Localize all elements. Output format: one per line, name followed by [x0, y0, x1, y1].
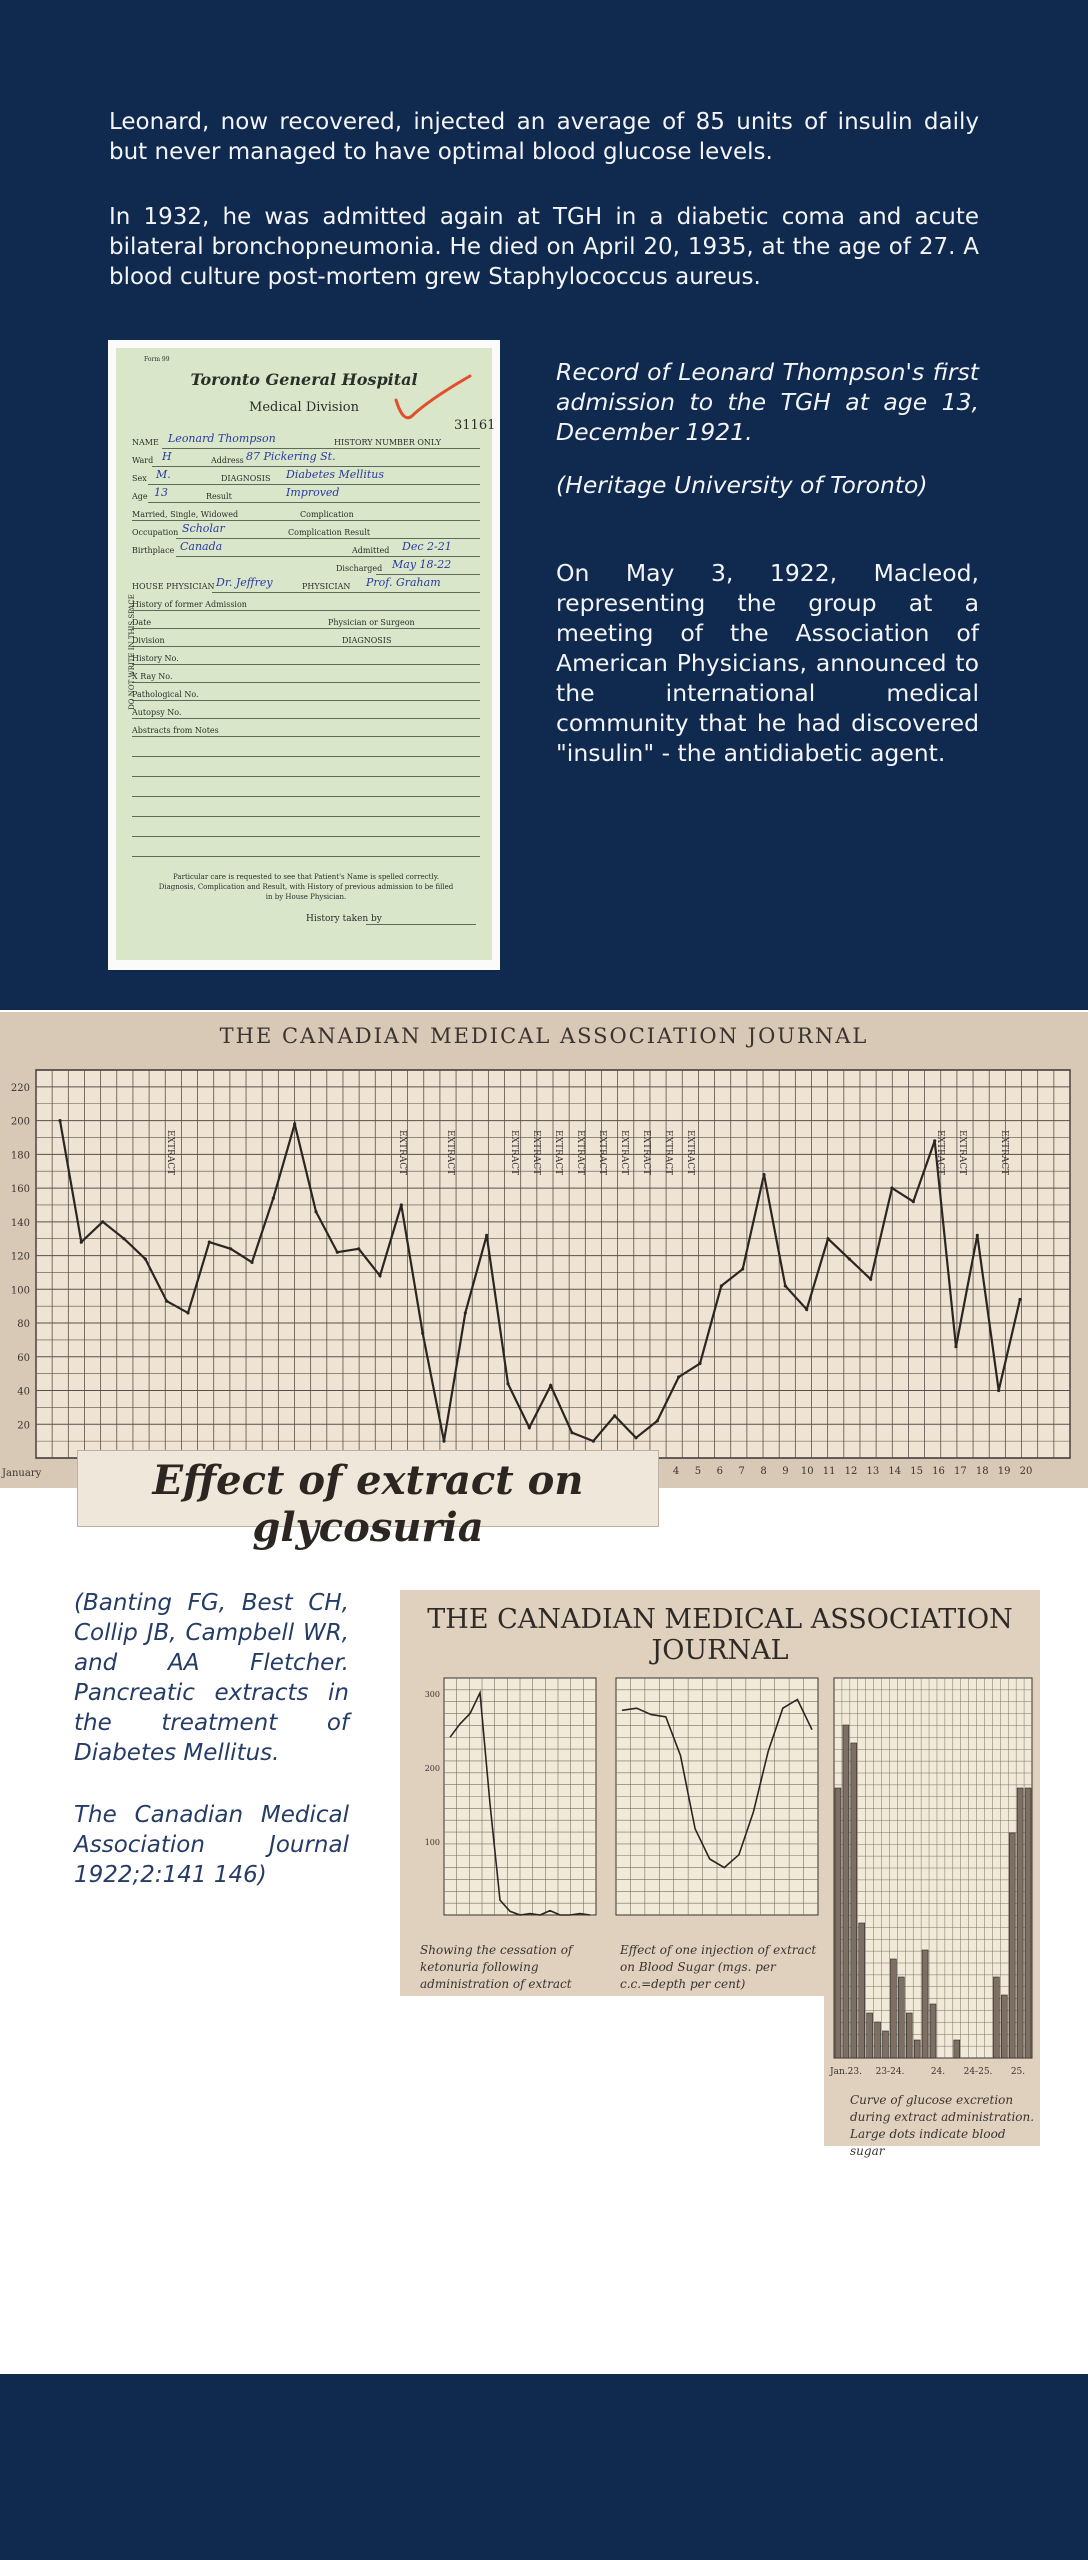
- y-tick-label: 160: [10, 1184, 30, 1196]
- data-point: [570, 1431, 573, 1434]
- glucose-bar: [875, 2022, 881, 2058]
- extract-marker: EXTRACT: [641, 1130, 651, 1176]
- chart-caption: Effect of extract on glycosuria: [152, 1457, 584, 1551]
- admitted-value: Dec 2-21: [402, 540, 452, 553]
- data-point: [378, 1274, 381, 1277]
- birthplace-value: Canada: [180, 540, 223, 553]
- y-tick-label: 40: [17, 1386, 30, 1398]
- name-label: NAME: [132, 438, 159, 447]
- ward-value: H: [162, 450, 172, 463]
- ketonuria-y-tick: 100: [424, 1837, 440, 1847]
- glucose-bar: [906, 2013, 912, 2058]
- intro-paragraph-2: In 1932, he was admitted again at TGH in a diabetic coma and acute bilateral bronchopneumonia. He died on April 20, 1935, at the age of 27. A blood culture post-mortem grew Staphylococcus aureus.: [109, 204, 979, 290]
- data-point: [613, 1414, 616, 1417]
- data-point: [250, 1261, 253, 1264]
- married-label: Married, Single, Widowed: [132, 510, 239, 519]
- discharged-label: Discharged: [336, 564, 383, 573]
- data-point: [826, 1237, 829, 1240]
- blood-sugar-chart: [612, 1670, 822, 1925]
- macleod-paragraph: On May 3, 1922, Macleod, representing the group at a meeting of the Association of American Physicians, announced to the international medical community that he had discovered "insulin" - the antidiabetic agent.: [556, 559, 979, 767]
- record-field-6: Autopsy No.: [132, 708, 182, 717]
- data-point: [442, 1440, 445, 1443]
- extract-marker: EXTRACT: [445, 1130, 455, 1176]
- glucose-bar: [890, 1959, 896, 2058]
- x-tick-label: 13: [866, 1466, 880, 1477]
- glucose-bar: [1001, 1995, 1007, 2058]
- record-field-4: X Ray No.: [132, 672, 173, 681]
- glucose-bar: [859, 1923, 865, 2058]
- data-point: [165, 1300, 168, 1303]
- x-tick-label: 15: [910, 1466, 923, 1477]
- glucose-bar: [843, 1725, 849, 2058]
- caption-glucose-excretion: Curve of glucose excretion during extract administration. Large dots indicate blood sugar: [850, 2093, 1035, 2158]
- glucose-bar: [954, 2040, 960, 2058]
- y-tick-label: 220: [10, 1082, 30, 1094]
- glucose-excretion-panel: [824, 1664, 1040, 2158]
- data-point: [549, 1384, 552, 1387]
- physician-label: PHYSICIAN: [302, 582, 351, 591]
- glucose-bar: [851, 1743, 857, 2058]
- glycosuria-chart: [0, 1012, 1088, 1488]
- record-field-7: Abstracts from Notes: [132, 726, 219, 735]
- extract-marker: EXTRACT: [509, 1130, 519, 1176]
- y-tick-label: 80: [17, 1319, 30, 1331]
- record-credit: (Heritage University of Toronto): [556, 471, 928, 499]
- ward-label: Ward: [132, 456, 154, 465]
- data-point: [314, 1210, 317, 1213]
- extract-marker: EXTRACT: [165, 1130, 175, 1176]
- data-point: [357, 1247, 360, 1250]
- data-point: [741, 1267, 744, 1270]
- data-point: [890, 1186, 893, 1189]
- history-label: HISTORY NUMBER ONLY: [334, 438, 441, 447]
- age-value: 13: [154, 486, 168, 499]
- x-tick-label: 5: [694, 1466, 702, 1477]
- admission-record-card: [116, 348, 496, 960]
- y-tick-label: 200: [10, 1116, 30, 1128]
- extract-marker: EXTRACT: [685, 1130, 695, 1176]
- occupation-value: Scholar: [182, 522, 225, 535]
- x-tick-label: 17: [954, 1466, 967, 1477]
- data-point: [805, 1308, 808, 1311]
- data-point: [293, 1122, 296, 1125]
- glucose-excretion-chart: [828, 1674, 1036, 2084]
- extract-marker: EXTRACT: [531, 1130, 541, 1176]
- chart-caption-box: [77, 1450, 659, 1551]
- chart-title: THE CANADIAN MEDICAL ASSOCIATION JOURNAL: [219, 1024, 869, 1048]
- extract-marker: EXTRACT: [575, 1130, 585, 1176]
- x-tick-label: 14: [888, 1466, 902, 1477]
- extract-marker: EXTRACT: [619, 1130, 629, 1176]
- data-point: [698, 1362, 701, 1365]
- data-point: [400, 1203, 403, 1206]
- data-point: [912, 1200, 915, 1203]
- data-point: [58, 1119, 61, 1122]
- record-footer-note: Particular care is requested to see that Patient's Name is spelled correctly. Diagnosis, Complication and Result, with History of previous admission to be filled in by House Physician.: [158, 873, 454, 901]
- diagnosis-label: DIAGNOSIS: [221, 474, 271, 483]
- age-label: Age: [132, 492, 148, 501]
- data-point: [954, 1345, 957, 1348]
- record-field-0: History of former Admission: [132, 600, 247, 609]
- reference-authors: (Banting FG, Best CH, Collip JB, Campbell WR, and AA Fletcher. Pancreatic extracts in the treatment of Diabetes Mellitus.: [74, 1590, 349, 1766]
- y-tick-label: 100: [10, 1285, 30, 1297]
- extract-marker: EXTRACT: [397, 1130, 407, 1176]
- discharged-value: May 18-22: [392, 558, 452, 571]
- x-tick-label: 16: [932, 1466, 945, 1477]
- glucose-bar: [1025, 1788, 1031, 2058]
- address-label: Address: [211, 456, 244, 465]
- reference-journal: The Canadian Medical Association Journal 1922;2:141 146): [74, 1802, 349, 1888]
- x-tick-label: 7: [738, 1466, 745, 1477]
- ketonuria-y-tick: 200: [424, 1763, 440, 1773]
- y-tick-label: 140: [10, 1217, 30, 1229]
- x-tick-label: 12: [844, 1466, 858, 1477]
- record-hospital: Toronto General Hospital: [190, 370, 418, 389]
- x-tick-label: 11: [822, 1466, 836, 1477]
- data-point: [677, 1375, 680, 1378]
- record-division: Medical Division: [249, 400, 359, 415]
- record-field-3: History No.: [132, 654, 179, 663]
- record-field-5: Pathological No.: [132, 690, 199, 699]
- x-tick-label: 19: [997, 1466, 1011, 1477]
- caption-blood-sugar: Effect of one injection of extract on Blood Sugar (mgs. per c.c.=depth per cent): [620, 1943, 817, 1991]
- record-field-1: Date: [132, 618, 152, 627]
- data-point: [101, 1220, 104, 1223]
- house-physician-value: Dr. Jeffrey: [216, 576, 273, 589]
- address-value: 87 Pickering St.: [246, 450, 336, 463]
- data-point: [272, 1197, 275, 1200]
- ketonuria-chart: [414, 1670, 604, 1925]
- data-point: [122, 1237, 125, 1240]
- data-point: [144, 1257, 147, 1260]
- data-point: [784, 1284, 787, 1287]
- glucose-date-label: 24.: [930, 2067, 946, 2077]
- y-tick-label: 180: [10, 1150, 30, 1162]
- glucose-bar: [930, 2004, 936, 2058]
- glucose-bar: [922, 1950, 928, 2058]
- caption-ketonuria: Showing the cessation of ketonuria following administration of extract: [420, 1943, 573, 1991]
- complication-label: Complication: [300, 510, 354, 519]
- extract-marker: EXTRACT: [999, 1130, 1009, 1176]
- glucose-bar: [993, 1977, 999, 2058]
- result-value: Improved: [286, 486, 340, 499]
- x-tick-label: 20: [1019, 1466, 1033, 1477]
- data-point: [528, 1426, 531, 1429]
- diagnosis2-label: DIAGNOSIS: [342, 636, 392, 645]
- sex-label: Sex: [132, 474, 147, 483]
- x-tick-label: 10: [800, 1466, 814, 1477]
- complication-result-label: Complication Result: [288, 528, 371, 537]
- record-caption: Record of Leonard Thompson's first admission to the TGH at age 13, December 1921.: [556, 358, 979, 446]
- top-section: [0, 0, 1088, 1010]
- y-tick-label: 60: [17, 1352, 30, 1364]
- intro-paragraph-1: Leonard, now recovered, injected an average of 85 units of insulin daily but never managed to have optimal blood glucose levels.: [109, 109, 979, 165]
- physician-value: Prof. Graham: [366, 576, 441, 589]
- x-tick-label: 4: [672, 1466, 680, 1477]
- y-tick-label: 120: [10, 1251, 30, 1263]
- data-point: [976, 1234, 979, 1237]
- x-tick-label: 6: [716, 1466, 723, 1477]
- history-taken-by: History taken by: [306, 914, 382, 924]
- data-point: [485, 1234, 488, 1237]
- name-value: Leonard Thompson: [168, 432, 276, 445]
- glucose-bar: [883, 2031, 889, 2058]
- glucose-bar: [914, 2040, 920, 2058]
- data-point: [336, 1251, 339, 1254]
- extract-marker: EXTRACT: [663, 1130, 673, 1176]
- ketonuria-y-tick: 300: [424, 1689, 440, 1699]
- data-point: [762, 1173, 765, 1176]
- data-point: [80, 1240, 83, 1243]
- bottom-band: [0, 2374, 1088, 2560]
- glucose-date-label: 23-24.: [875, 2067, 905, 2077]
- house-physician-label: HOUSE PHYSICIAN: [132, 582, 215, 591]
- data-point: [421, 1332, 424, 1335]
- extract-marker: EXTRACT: [935, 1130, 945, 1176]
- diagnosis-value: Diabetes Mellitus: [286, 468, 384, 481]
- record-history-number: 31161: [454, 418, 496, 433]
- data-point: [634, 1436, 637, 1439]
- record-form-no: Form 99: [144, 356, 170, 363]
- data-point: [592, 1440, 595, 1443]
- sex-value: M.: [156, 468, 171, 481]
- data-point: [506, 1382, 509, 1385]
- data-point: [997, 1389, 1000, 1392]
- occupation-label: Occupation: [132, 528, 179, 537]
- glycosuria-chart-svg: [0, 1012, 1088, 1488]
- admitted-label: Admitted: [352, 546, 390, 555]
- glucose-date-label: 25.: [1010, 2067, 1026, 2077]
- record-field-2: Division: [132, 636, 165, 645]
- extract-marker: EXTRACT: [553, 1130, 563, 1176]
- record-side-note: DO NOT WRITE IN THIS SPACE: [127, 594, 136, 710]
- glucose-bar: [898, 1977, 904, 2058]
- panel-title: THE CANADIAN MEDICAL ASSOCIATION JOURNAL: [427, 1604, 1013, 1666]
- data-point: [229, 1247, 232, 1250]
- x-tick-label: 8: [760, 1466, 767, 1477]
- y-tick-label: 20: [17, 1420, 30, 1432]
- x-axis-label: January: [2, 1468, 42, 1479]
- glucose-bar: [1009, 1833, 1015, 2058]
- data-point: [869, 1278, 872, 1281]
- physician-surgeon-label: Physician or Surgeon: [328, 618, 415, 627]
- result-label: Result: [206, 492, 232, 501]
- birthplace-label: Birthplace: [132, 546, 175, 555]
- glucose-bar: [1017, 1788, 1023, 2058]
- extract-marker: EXTRACT: [597, 1130, 607, 1176]
- x-tick-label: 9: [782, 1466, 789, 1477]
- data-point: [1018, 1298, 1021, 1301]
- admission-record-image: [108, 340, 500, 970]
- glucose-date-label: Jan.23.: [830, 2067, 862, 2077]
- data-point: [656, 1419, 659, 1422]
- data-point: [464, 1311, 467, 1314]
- data-point: [848, 1257, 851, 1260]
- data-point: [720, 1284, 723, 1287]
- data-point: [208, 1240, 211, 1243]
- glucose-date-label: 24-25.: [963, 2067, 993, 2077]
- glucose-bar: [835, 1788, 841, 2058]
- glucose-bar: [867, 2013, 873, 2058]
- x-tick-label: 18: [975, 1466, 989, 1477]
- data-point: [186, 1311, 189, 1314]
- extract-marker: EXTRACT: [957, 1130, 967, 1176]
